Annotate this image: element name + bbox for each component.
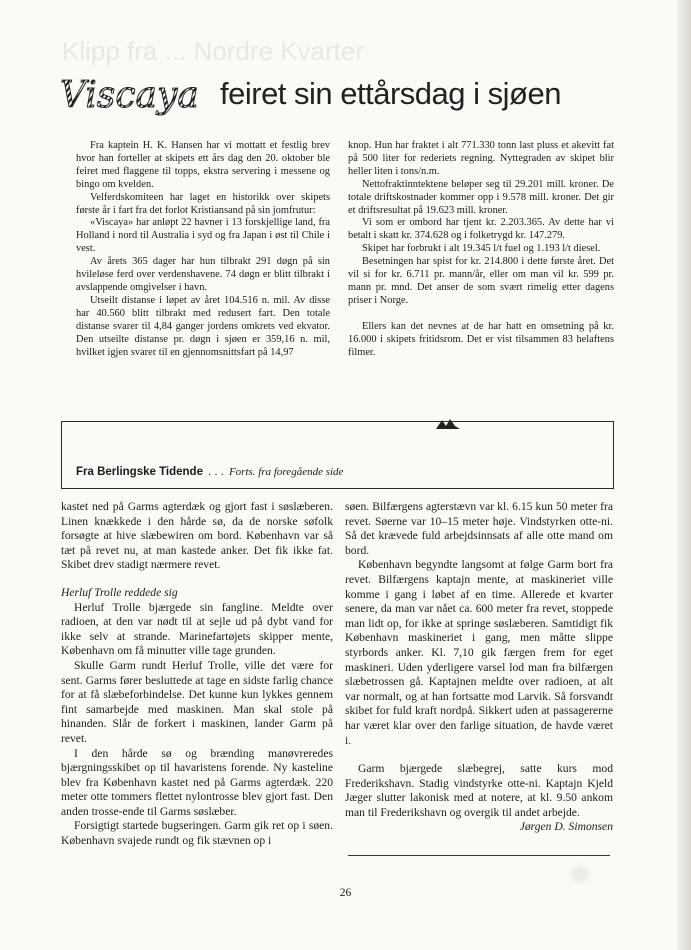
article-column-right xyxy=(348,140,614,360)
paragraph: København begyndte langsomt at følge Garm bort fra revet. Bilfærgens kaptajn mente, at maskineriet ville komme i gang i løbet af en time. Allerede et kvarter senere, da man var nået ca. 600 meter fra revet, stoppede man lidt op, for ikke at springe søslæberen. Samtidigt fik København maskineriet i gang, men måtte slippe styrbords anker. Kl. 7,10 gik færgen frem for eget maskineri. Uden yderligere varsel lod man fra bilfærgen slæbetrossen gå. Kaptajnen meldte over radioen, at alt var normalt, og at han fortsatte mod Larvik. Så forsvandt skibet for fuld kraft nordpå. Sikkert uden at passagererne har været klar over den farlige situation, de havde været i. xyxy=(345,558,613,747)
continuation-box xyxy=(61,421,614,489)
paragraph: Skulle Garm rundt Herluf Trolle, ville det være for sent. Garms fører besluttede at tage en sidste farlig chance for at få slæbeforbindelse. Det kunne kun lykkes gennem fint samarbejde med maskinen. Man skal stole på hinanden. Slår de forkert i maskinen, lander Garm på revet. xyxy=(61,658,333,745)
story-column-left xyxy=(61,500,333,849)
viscaya-logo xyxy=(58,74,214,118)
author-signature: Jørgen D. Simonsen xyxy=(519,820,613,834)
page-edge-shadow xyxy=(677,0,691,950)
story-column-right xyxy=(345,500,613,835)
headline-title: feiret sin ettårsdag i sjøen xyxy=(220,76,561,111)
paragraph: knop. Hun har fraktet i alt 771.330 tonn last pluss et akevitt fat på 500 liter for rederiets regning. Nyttegraden av skipet blir heller liten i tons/n.m. xyxy=(348,140,614,177)
paragraph: Skipet har forbrukt i alt 19.345 l/t fuel og 1.193 l/t diesel. xyxy=(362,243,601,255)
ellipsis: . . . xyxy=(207,466,224,478)
paragraph: Fra kaptein H. K. Hansen har vi mottatt et festlig brev hvor han forteller at skipets ett års dag den 20. oktober ble feiret med flaggene til topps, ekstra servering i messene og bingo om kvelden. xyxy=(76,140,330,190)
closing-paragraph: Garm bjærgede slæbegrej, satte kurs mod Frederikshavn. Stadig vindstyrke otte-ni. Kaptajn Kjeld Jæger slutter lakonisk med at notere, at kl. 9.50 ankom man til Frederikshavn og overgik til andet arbejde. xyxy=(345,762,613,819)
paragraph: Herluf Trolle bjærgede sin fangline. Meldte over radioen, at den var nødt til at sejle ud på dybt vand for ikke selv at strande. Marinefartøjets skipper mente, København om få minutter ville tage grunden. xyxy=(61,600,333,658)
show-through-text: Klipp fra ... Nordre Kvarter xyxy=(62,36,364,66)
paragraph: Velferdskomiteen har laget en historikk over skipets første år i fart fra det forlot Kristiansand på sin jomfrutur: xyxy=(76,191,330,216)
signature-rule xyxy=(348,855,610,856)
continued-note: Forts. fra foregående side xyxy=(228,466,344,478)
paragraph: kastet ned på Garms agterdæk og gjort fast i søslæberen. Linen knækkede i den hårde sø, da de norske søfolk forsøgte at hive slæbewiren om bord. København var så tæt på revet nu, at man kastede anker. Det fik ikke fat. Skibet drev stadigt nærmere revet. xyxy=(61,500,333,572)
paragraph: Nettofraktinntektene beløper seg til 29.201 mill. kroner. De totale driftskostnader kommer opp i 9.578 mill. kroner. Det gir et driftsresultat på 19.623 mill. kroner. xyxy=(348,178,614,216)
paragraph: Utseilt distanse i løpet av året 104.516 n. mil. Av disse har 40.560 blitt tilbrakt med redusert fart. Den totale distanse svarer til 4,84 ganger jordens omkrets ved ekvator. Den utseilte distanse pr. døgn i sjøen er 359,16 n. mil, hvilket igjen svarer til en gjennomsnittsfart på 14,97 xyxy=(76,294,330,358)
article-column-left xyxy=(76,140,330,359)
paragraph: Forsigtigt startede bugseringen. Garm gik ret op i søen. København svajede rundt og fik stævnen op i xyxy=(61,819,333,848)
continuation-heading xyxy=(76,462,343,480)
paper-stain xyxy=(568,862,592,886)
subheading: Herluf Trolle reddede sig xyxy=(61,585,178,599)
page-number: 26 xyxy=(339,887,352,899)
paragraph: Vi som er ombord har tjent kr. 2.203.365. Av dette har vi betalt i skatt kr. 374.628 og i folketrygd kr. 147.279. xyxy=(348,217,614,242)
paragraph: Besetningen har spist for kr. 214.800 i dette første året. Det vil si for kr. 6.711 pr. mann/år, eller om man vil kr. 599 pr. mann pr. mnd. Det anser de som svært rimelig etter dagens priser i Norge. xyxy=(348,256,614,306)
logo-text: Viscaya xyxy=(60,75,199,116)
source-label: Fra Berlingske Tidende xyxy=(76,466,203,478)
paragraph: søen. Bilfærgens agterstævn var kl. 6.15 kun 50 meter fra revet. Søerne var 10–15 meter høje. Vindstyrken otte-ni. Så det krævede fuld arbejdsinnsats af alle otte mand om bord. xyxy=(345,500,613,557)
paragraph: «Viscaya» har anløpt 22 havner i 13 forskjellige land, fra Holland i nord til Australia i syd og fra Japan i øst til Chile i vest. xyxy=(76,217,330,255)
closing-paragraph: Ellers kan det nevnes at de har hatt en omsetning på kr. 16.000 i skipets fritidsrom. Det er vist tilsammen 83 helaftens filmer. xyxy=(348,320,614,358)
paragraph: I den hårde sø og brænding manøvreredes bjærgningsskibet op til havaristens forende. Ny kasteline blev fra København kastet ned på Garms agterdæk. 220 meter otte tommers flettet nylontrosse blev gjort fast. Den anden trosse-ende til Garms søslæber. xyxy=(61,746,333,818)
paragraph: Av årets 365 dager har hun tilbrakt 291 døgn på sin hvileløse ferd over verdenshavene. 74 døgn er blitt tilbrakt i avslappende omgivelser i havn. xyxy=(76,256,330,293)
headline xyxy=(58,74,638,124)
